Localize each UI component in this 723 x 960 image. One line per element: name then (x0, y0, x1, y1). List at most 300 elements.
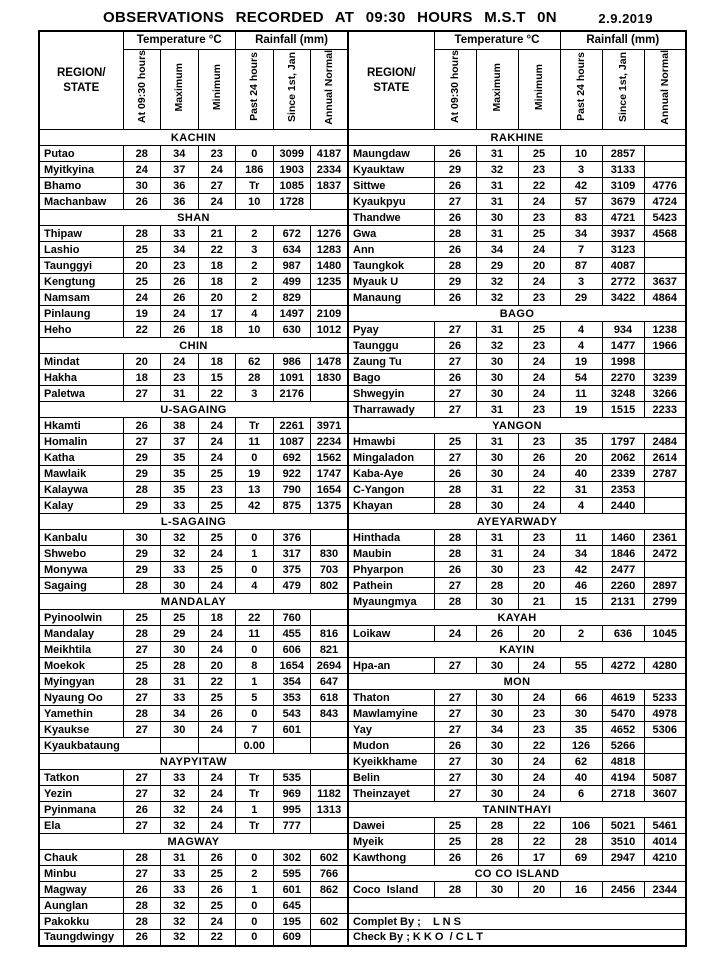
temp-at-0930-cell: 26 (434, 562, 476, 578)
temp-at-0930-cell: 25 (123, 274, 161, 290)
temp-at-0930-cell: 28 (434, 594, 476, 610)
temp-max-cell: 37 (161, 162, 199, 178)
temp-max-cell: 31 (476, 530, 518, 546)
station-name-cell: Yay (348, 722, 434, 738)
observations-table (38, 30, 687, 947)
temp-min-cell: 26 (198, 706, 236, 722)
temp-at-0930-cell: 28 (123, 706, 161, 722)
temp-at-0930-cell: 28 (123, 226, 161, 242)
rain-since-jan-cell: 1515 (602, 402, 644, 418)
region-header-cell: CO CO ISLAND (348, 866, 686, 882)
temp-min-cell: 24 (518, 370, 560, 386)
table-row (39, 434, 686, 450)
rain-annual-normal-cell: 4724 (644, 194, 686, 210)
rain-past-24h-cell: 42 (236, 498, 274, 514)
temp-max-cell: 31 (476, 178, 518, 194)
region-label-line2: STATE (63, 81, 100, 94)
rain-annual-normal-cell: 3607 (644, 786, 686, 802)
rain-since-jan-cell: 829 (273, 290, 311, 306)
region-state-header-left (39, 31, 123, 130)
temp-min-cell: 24 (198, 914, 236, 930)
rain-annual-normal-cell: 1276 (311, 226, 349, 242)
rain-since-jan-cell: 3123 (602, 242, 644, 258)
temp-min-cell: 24 (198, 818, 236, 834)
region-header-cell: KACHIN (39, 130, 348, 146)
rain-past-24h-cell: 42 (560, 562, 602, 578)
rain-annual-normal-cell (644, 258, 686, 274)
temp-max-cell: 36 (161, 194, 199, 210)
temp-min-cell: 17 (198, 306, 236, 322)
temp-at-0930-cell: 26 (123, 194, 161, 210)
temp-at-0930-cell: 29 (123, 498, 161, 514)
rain-past-24h-cell: 4 (560, 322, 602, 338)
rain-past-24h-cell: 46 (560, 578, 602, 594)
station-name-cell: Kyaukse (39, 722, 123, 738)
station-name-cell: Zaung Tu (348, 354, 434, 370)
temp-at-0930-cell: 26 (434, 850, 476, 866)
temp-min-cell: 20 (518, 258, 560, 274)
rain-annual-normal-cell: 1747 (311, 466, 349, 482)
table-row (39, 786, 686, 802)
temp-at-0930-cell: 29 (123, 450, 161, 466)
station-name-cell: Hakha (39, 370, 123, 386)
station-name-cell: Myingyan (39, 674, 123, 690)
table-row (39, 658, 686, 674)
temp-at-0930-cell: 26 (434, 178, 476, 194)
station-name-cell: Taunggyi (39, 258, 123, 274)
rain-since-jan-cell: 2270 (602, 370, 644, 386)
rain-past-24h-cell: 69 (560, 850, 602, 866)
rain-past-24h-cell: 0 (236, 450, 274, 466)
table-row (39, 386, 686, 402)
temp-at-0930-cell: 24 (434, 626, 476, 642)
station-name-cell: Belin (348, 770, 434, 786)
rain-past-24h-cell: 4 (560, 498, 602, 514)
temp-at-0930-cell: 27 (123, 770, 161, 786)
table-row (39, 306, 686, 322)
rain-annual-normal-cell (311, 610, 349, 626)
temp-max-cell: 32 (161, 802, 199, 818)
rain-annual-normal-cell (311, 818, 349, 834)
temp-max-cell: 30 (476, 754, 518, 770)
rain-past-24h-cell: 2 (560, 626, 602, 642)
region-header-cell: AYEYARWADY (348, 514, 686, 530)
rain-past-24h-cell: 0 (236, 930, 274, 946)
rain-since-jan-cell: 2131 (602, 594, 644, 610)
rain-annual-normal-cell (644, 162, 686, 178)
rain-annual-normal-cell: 2484 (644, 434, 686, 450)
rain-annual-normal-cell: 2897 (644, 578, 686, 594)
temp-at-0930-cell: 26 (434, 738, 476, 754)
rain-since-jan-cell: 1998 (602, 354, 644, 370)
temp-at-0930-cell: 22 (123, 322, 161, 338)
rain-past-24h-cell: 87 (560, 258, 602, 274)
rain-since-jan-cell: 354 (273, 674, 311, 690)
rain-since-jan-cell: 2353 (602, 482, 644, 498)
rain-past-24h-cell: 2 (236, 866, 274, 882)
region-header-cell: MANDALAY (39, 594, 348, 610)
temp-min-cell: 23 (518, 162, 560, 178)
temp-max-cell: 34 (161, 706, 199, 722)
temp-min-cell: 23 (518, 530, 560, 546)
observations-table-body (39, 130, 686, 946)
temp-max-cell: 30 (161, 578, 199, 594)
temp-max-cell: 28 (161, 658, 199, 674)
rain-since-jan-cell: 5470 (602, 706, 644, 722)
temp-max-cell: 32 (476, 162, 518, 178)
temp-max-cell: 32 (161, 530, 199, 546)
station-name-cell: Thipaw (39, 226, 123, 242)
rain-since-jan-cell: 3248 (602, 386, 644, 402)
rain-annual-normal-cell: 3266 (644, 386, 686, 402)
header-group-row (39, 31, 686, 49)
rain-past-24h-cell: 3 (236, 386, 274, 402)
temp-min-cell: 23 (518, 402, 560, 418)
rain-past-24h-cell: 30 (560, 706, 602, 722)
table-row (39, 898, 686, 914)
temp-min-cell: 25 (198, 562, 236, 578)
station-name-cell: Taungdwingy (39, 930, 123, 946)
temp-min-cell: 22 (518, 178, 560, 194)
rain-since-jan-cell: 609 (273, 930, 311, 946)
table-row (39, 354, 686, 370)
rain-past-24h-cell: 62 (560, 754, 602, 770)
temp-min-cell: 26 (198, 850, 236, 866)
temp-at-0930-cell: 28 (434, 482, 476, 498)
temp-max-cell: 31 (476, 226, 518, 242)
rain-since-jan-cell: 692 (273, 450, 311, 466)
station-name-cell: Kaba-Aye (348, 466, 434, 482)
temp-at-0930-cell: 28 (434, 546, 476, 562)
temp-min-cell: 20 (518, 578, 560, 594)
rain-since-jan-cell (273, 738, 311, 754)
temp-at-0930-cell: 27 (123, 818, 161, 834)
rain-past-24h-cell: 3 (560, 162, 602, 178)
station-name-cell: Mawlaik (39, 466, 123, 482)
rain-past-24h-cell: 28 (236, 370, 274, 386)
rain-since-jan-cell: 4194 (602, 770, 644, 786)
rain-since-jan-cell: 595 (273, 866, 311, 882)
table-row (39, 578, 686, 594)
temp-min-cell: 22 (198, 242, 236, 258)
temp-max-cell: 28 (476, 834, 518, 850)
temp-at-0930-cell: 28 (434, 498, 476, 514)
rain-past-24h-cell: 126 (560, 738, 602, 754)
temp-min-cell: 24 (518, 386, 560, 402)
temp-min-cell: 20 (518, 882, 560, 898)
temp-min-cell: 18 (198, 610, 236, 626)
temp-min-cell: 25 (198, 690, 236, 706)
temp-max-cell: 33 (161, 882, 199, 898)
rain-since-jan-cell: 934 (602, 322, 644, 338)
rain-since-jan-cell: 376 (273, 530, 311, 546)
temp-min-cell: 23 (518, 562, 560, 578)
rain-past-24h-cell: 3 (236, 242, 274, 258)
rain-annual-normal-cell (644, 354, 686, 370)
temp-at-0930-cell: 28 (123, 850, 161, 866)
temp-at-0930-cell: 27 (123, 690, 161, 706)
temp-at-0930-cell: 27 (123, 786, 161, 802)
temp-at-0930-cell: 24 (123, 290, 161, 306)
temp-at-0930-cell: 28 (123, 578, 161, 594)
temp-at-0930-cell: 26 (123, 418, 161, 434)
rain-past-24h-cell: 20 (560, 450, 602, 466)
table-row (39, 274, 686, 290)
temperature-group-header-left: Temperature °C (123, 31, 236, 49)
rain-past-24h-cell: 35 (560, 722, 602, 738)
station-name-cell: Taungkok (348, 258, 434, 274)
rain-annual-normal-cell (644, 242, 686, 258)
station-name-cell: Tharrawady (348, 402, 434, 418)
temp-max-cell: 32 (476, 274, 518, 290)
rain-annual-normal-cell: 802 (311, 578, 349, 594)
temp-max-cell: 30 (476, 386, 518, 402)
temp-at-0930-cell: 28 (123, 626, 161, 642)
region-header-cell: MAGWAY (39, 834, 348, 850)
rain-past-24h-cell: 35 (560, 434, 602, 450)
temp-max-cell: 32 (476, 338, 518, 354)
temp-max-cell: 25 (161, 610, 199, 626)
temp-max-cell: 31 (161, 386, 199, 402)
table-row (39, 466, 686, 482)
temp-min-cell: 24 (198, 770, 236, 786)
subcolumn-header-annualnormal: Annual Normal (311, 49, 349, 130)
table-row (39, 162, 686, 178)
rain-past-24h-cell: 1 (236, 674, 274, 690)
rain-past-24h-cell: Tr (236, 178, 274, 194)
station-name-cell: Thaton (348, 690, 434, 706)
rain-annual-normal-cell: 5461 (644, 818, 686, 834)
rain-since-jan-cell: 4721 (602, 210, 644, 226)
station-name-cell: Kyauktaw (348, 162, 434, 178)
temp-min-cell: 25 (518, 322, 560, 338)
temp-min-cell: 24 (198, 434, 236, 450)
rain-annual-normal-cell: 647 (311, 674, 349, 690)
temp-max-cell: 34 (161, 242, 199, 258)
table-row (39, 450, 686, 466)
temp-at-0930-cell: 27 (434, 690, 476, 706)
temp-max-cell: 31 (476, 402, 518, 418)
rain-since-jan-cell: 3133 (602, 162, 644, 178)
rain-since-jan-cell: 790 (273, 482, 311, 498)
temp-min-cell: 24 (198, 546, 236, 562)
table-row (39, 738, 686, 754)
table-row (39, 498, 686, 514)
rain-past-24h-cell: 0 (236, 562, 274, 578)
rain-annual-normal-cell (644, 482, 686, 498)
temp-max-cell: 31 (476, 194, 518, 210)
rain-annual-normal-cell (311, 898, 349, 914)
table-row (39, 562, 686, 578)
temp-at-0930-cell: 29 (123, 546, 161, 562)
subcolumn-header-maximum: Maximum (476, 49, 518, 130)
temp-at-0930-cell: 29 (434, 162, 476, 178)
rain-annual-normal-cell: 602 (311, 850, 349, 866)
station-name-cell: Myitkyina (39, 162, 123, 178)
station-name-cell: Mudon (348, 738, 434, 754)
station-name-cell: Sagaing (39, 578, 123, 594)
rain-past-24h-cell: 1 (236, 802, 274, 818)
rain-past-24h-cell: 16 (560, 882, 602, 898)
rain-since-jan-cell: 4272 (602, 658, 644, 674)
rain-annual-normal-cell: 4187 (311, 146, 349, 162)
temp-at-0930-cell: 28 (434, 226, 476, 242)
rain-past-24h-cell: 7 (236, 722, 274, 738)
rain-annual-normal-cell: 2109 (311, 306, 349, 322)
rain-annual-normal-cell (311, 194, 349, 210)
temp-min-cell: 24 (518, 546, 560, 562)
rain-past-24h-cell: 3 (560, 274, 602, 290)
temp-min-cell: 25 (518, 226, 560, 242)
temp-min-cell: 20 (198, 658, 236, 674)
rain-annual-normal-cell (644, 562, 686, 578)
rain-since-jan-cell: 1497 (273, 306, 311, 322)
temp-min-cell: 22 (518, 482, 560, 498)
temp-max-cell: 24 (161, 306, 199, 322)
station-name-cell: Myauk U (348, 274, 434, 290)
temp-at-0930-cell: 28 (123, 674, 161, 690)
temp-max-cell: 30 (161, 642, 199, 658)
rainfall-group-header-left: Rainfall (mm) (236, 31, 349, 49)
rain-past-24h-cell: 106 (560, 818, 602, 834)
rain-annual-normal-cell (644, 754, 686, 770)
rain-annual-normal-cell: 4978 (644, 706, 686, 722)
temp-at-0930-cell: 26 (434, 370, 476, 386)
temp-max-cell: 33 (161, 866, 199, 882)
rain-past-24h-cell: 19 (560, 354, 602, 370)
rain-since-jan-cell: 777 (273, 818, 311, 834)
rain-since-jan-cell: 672 (273, 226, 311, 242)
region-label-line2: STATE (373, 81, 410, 94)
table-row (39, 530, 686, 546)
temp-max-cell: 37 (161, 434, 199, 450)
table-row (39, 754, 686, 770)
rain-since-jan-cell: 601 (273, 722, 311, 738)
temp-at-0930-cell: 27 (123, 866, 161, 882)
station-name-cell: Paletwa (39, 386, 123, 402)
rain-annual-normal-cell: 2472 (644, 546, 686, 562)
region-header-cell: TANINTHAYI (348, 802, 686, 818)
table-row (39, 770, 686, 786)
region-header-cell: SHAN (39, 210, 348, 226)
temp-min-cell: 24 (518, 770, 560, 786)
temp-min-cell: 23 (198, 146, 236, 162)
station-name-cell: Chauk (39, 850, 123, 866)
rain-annual-normal-cell: 703 (311, 562, 349, 578)
temp-max-cell: 26 (161, 274, 199, 290)
rain-past-24h-cell: 11 (236, 434, 274, 450)
rain-since-jan-cell: 455 (273, 626, 311, 642)
temp-min-cell: 22 (518, 738, 560, 754)
table-row (39, 850, 686, 866)
table-row (39, 242, 686, 258)
temp-min-cell: 26 (518, 450, 560, 466)
title-row (0, 6, 723, 30)
rain-past-24h-cell: 40 (560, 770, 602, 786)
rain-annual-normal-cell: 5233 (644, 690, 686, 706)
temp-min-cell: 22 (518, 818, 560, 834)
rain-since-jan-cell: 2339 (602, 466, 644, 482)
station-name-cell: Theinzayet (348, 786, 434, 802)
station-name-cell: Mandalay (39, 626, 123, 642)
rain-since-jan-cell: 4818 (602, 754, 644, 770)
temp-max-cell: 30 (476, 658, 518, 674)
temp-at-0930-cell: 26 (434, 146, 476, 162)
table-row (39, 258, 686, 274)
rain-since-jan-cell: 2947 (602, 850, 644, 866)
rain-since-jan-cell: 630 (273, 322, 311, 338)
temp-min-cell: 25 (198, 498, 236, 514)
rain-annual-normal-cell: 2614 (644, 450, 686, 466)
rain-since-jan-cell: 2260 (602, 578, 644, 594)
blank-cell (348, 898, 686, 914)
rain-annual-normal-cell: 602 (311, 914, 349, 930)
temp-at-0930-cell: 29 (123, 466, 161, 482)
temp-min-cell: 18 (198, 322, 236, 338)
temp-min-cell: 25 (518, 146, 560, 162)
rain-since-jan-cell: 3422 (602, 290, 644, 306)
station-name-cell: Dawei (348, 818, 434, 834)
subcolumn-header-minimum: Minimum (198, 49, 236, 130)
rain-annual-normal-cell: 4568 (644, 226, 686, 242)
temp-at-0930-cell: 27 (434, 194, 476, 210)
temp-at-0930-cell: 28 (123, 146, 161, 162)
rain-since-jan-cell: 3109 (602, 178, 644, 194)
temp-at-0930-cell: 28 (123, 914, 161, 930)
rain-since-jan-cell: 3099 (273, 146, 311, 162)
temp-at-0930-cell: 27 (434, 754, 476, 770)
table-row (39, 722, 686, 738)
rain-past-24h-cell: 11 (560, 386, 602, 402)
rain-annual-normal-cell: 2787 (644, 466, 686, 482)
temp-min-cell: 23 (518, 338, 560, 354)
temp-max-cell: 30 (476, 450, 518, 466)
station-name-cell: Heho (39, 322, 123, 338)
rain-since-jan-cell: 922 (273, 466, 311, 482)
rain-past-24h-cell: 7 (560, 242, 602, 258)
rain-since-jan-cell: 2440 (602, 498, 644, 514)
table-row (39, 914, 686, 930)
station-name-cell: Homalin (39, 434, 123, 450)
region-header-cell: YANGON (348, 418, 686, 434)
station-name-cell: Aunglan (39, 898, 123, 914)
rain-annual-normal-cell (311, 738, 349, 754)
table-row (39, 930, 686, 946)
rain-past-24h-cell: 34 (560, 546, 602, 562)
temp-min-cell: 24 (198, 722, 236, 738)
temp-max-cell: 35 (161, 450, 199, 466)
table-row (39, 370, 686, 386)
temp-max-cell: 30 (476, 354, 518, 370)
rain-since-jan-cell: 2857 (602, 146, 644, 162)
temp-at-0930-cell: 27 (434, 354, 476, 370)
temp-min-cell: 23 (518, 722, 560, 738)
table-row (39, 674, 686, 690)
rain-since-jan-cell: 1797 (602, 434, 644, 450)
rain-annual-normal-cell: 3239 (644, 370, 686, 386)
rain-past-24h-cell: 4 (236, 306, 274, 322)
station-name-cell: Gwa (348, 226, 434, 242)
temp-max-cell: 23 (161, 370, 199, 386)
rain-past-24h-cell: 0 (236, 898, 274, 914)
temp-min-cell: 24 (518, 194, 560, 210)
temp-at-0930-cell: 27 (434, 706, 476, 722)
rain-since-jan-cell: 760 (273, 610, 311, 626)
temp-at-0930-cell: 26 (123, 802, 161, 818)
rain-past-24h-cell: 5 (236, 690, 274, 706)
station-name-cell: Hkamti (39, 418, 123, 434)
rain-annual-normal-cell: 4864 (644, 290, 686, 306)
